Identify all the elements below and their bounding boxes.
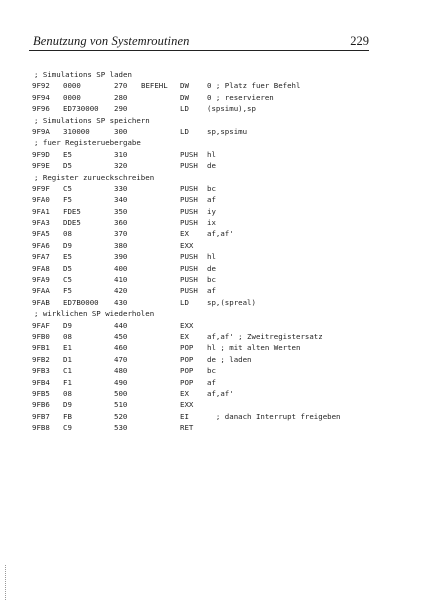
address: 9FAA <box>32 286 50 296</box>
operand: de <box>207 263 216 273</box>
page-number: 229 <box>350 34 369 48</box>
address: 9FAF <box>32 320 50 330</box>
machine-code: D5 <box>63 161 72 171</box>
address: 9FA6 <box>32 240 50 250</box>
address: 9F96 <box>32 104 50 114</box>
machine-code: ED730000 <box>63 104 99 114</box>
line-number: 350 <box>114 206 128 216</box>
address: 9F94 <box>32 92 50 102</box>
address: 9FA9 <box>32 275 50 285</box>
mnemonic: PUSH <box>180 218 198 228</box>
operand: bc <box>207 275 216 285</box>
line-number: 420 <box>114 286 128 296</box>
machine-code: 08 <box>63 388 72 398</box>
machine-code: E1 <box>63 343 72 353</box>
mnemonic: LD <box>180 126 189 136</box>
machine-code: E5 <box>63 149 72 159</box>
address: 9F9E <box>32 161 50 171</box>
operand: 0 ; reservieren <box>207 92 274 102</box>
mnemonic: EXX <box>180 320 194 330</box>
line-number: 400 <box>114 263 128 273</box>
operand: de <box>207 161 216 171</box>
machine-code: E5 <box>63 252 72 262</box>
page-header <box>29 34 369 51</box>
comment-text: ; fuer Registeruebergabe <box>34 138 141 148</box>
line-number: 280 <box>114 92 128 102</box>
label: BEFEHL <box>141 81 168 91</box>
mnemonic: POP <box>180 354 194 364</box>
line-number: 370 <box>114 229 128 239</box>
machine-code: FB <box>63 411 72 421</box>
mnemonic: PUSH <box>180 252 198 262</box>
mnemonic: PUSH <box>180 206 198 216</box>
machine-code: 0000 <box>63 92 81 102</box>
machine-code: C9 <box>63 423 72 433</box>
operand: 0 ; Platz fuer Befehl <box>207 81 301 91</box>
mnemonic: PUSH <box>180 161 198 171</box>
machine-code: D9 <box>63 320 72 330</box>
line-number: 340 <box>114 195 128 205</box>
line-number: 520 <box>114 411 128 421</box>
machine-code: F5 <box>63 286 72 296</box>
machine-code: FDE5 <box>63 206 81 216</box>
line-number: 510 <box>114 400 128 410</box>
mnemonic: EXX <box>180 240 194 250</box>
address: 9FA3 <box>32 218 50 228</box>
operand: hl ; mit alten Werten <box>207 343 301 353</box>
mnemonic: EX <box>180 331 189 341</box>
operand: af <box>207 377 216 387</box>
operand: af,af' <box>207 229 234 239</box>
address: 9FA8 <box>32 263 50 273</box>
operand: bc <box>207 366 216 376</box>
address: 9FB0 <box>32 331 50 341</box>
address: 9FB8 <box>32 423 50 433</box>
address: 9F9A <box>32 126 50 136</box>
line-number: 270 <box>114 81 128 91</box>
operand: bc <box>207 183 216 193</box>
operand: af,af' <box>207 388 234 398</box>
line-number: 490 <box>114 377 128 387</box>
machine-code: D1 <box>63 354 72 364</box>
line-number: 320 <box>114 161 128 171</box>
line-number: 500 <box>114 388 128 398</box>
mnemonic: EXX <box>180 400 194 410</box>
address: 9FB7 <box>32 411 50 421</box>
mnemonic: PUSH <box>180 183 198 193</box>
comment-text: ; Simulations SP laden <box>34 70 132 79</box>
machine-code: 310000 <box>63 126 90 136</box>
address: 9FB3 <box>32 366 50 376</box>
header-title: Benutzung von Systemroutinen <box>33 34 190 48</box>
comment-text: ; Register zurueckschreiben <box>34 172 155 182</box>
mnemonic: PUSH <box>180 149 198 159</box>
machine-code: 08 <box>63 331 72 341</box>
address: 9FA7 <box>32 252 50 262</box>
machine-code: C5 <box>63 275 72 285</box>
mnemonic: LD <box>180 104 189 114</box>
line-number: 290 <box>114 104 128 114</box>
address: 9FAB <box>32 297 50 307</box>
operand: iy <box>207 206 216 216</box>
mnemonic: LD <box>180 297 189 307</box>
line-number: 450 <box>114 331 128 341</box>
mnemonic: EI <box>180 411 189 421</box>
comment-text: ; Simulations SP speichern <box>34 115 150 125</box>
address: 9FB6 <box>32 400 50 410</box>
mnemonic: DW <box>180 81 189 91</box>
line-number: 460 <box>114 343 128 353</box>
machine-code: D9 <box>63 240 72 250</box>
address: 9FB4 <box>32 377 50 387</box>
machine-code: C5 <box>63 183 72 193</box>
mnemonic: PUSH <box>180 286 198 296</box>
address: 9F9D <box>32 149 50 159</box>
line-number: 360 <box>114 218 128 228</box>
line-number: 380 <box>114 240 128 250</box>
machine-code: ED7B0000 <box>63 297 99 307</box>
line-number: 430 <box>114 297 128 307</box>
mnemonic: DW <box>180 92 189 102</box>
address: 9FA0 <box>32 195 50 205</box>
operand: af <box>207 286 216 296</box>
mnemonic: PUSH <box>180 263 198 273</box>
line-number: 470 <box>114 354 128 364</box>
line-number: 530 <box>114 423 128 433</box>
machine-code: D9 <box>63 400 72 410</box>
address: 9F9F <box>32 183 50 193</box>
operand: hl <box>207 149 216 159</box>
operand: sp,spsimu <box>207 126 248 136</box>
operand: af,af' ; Zweitregistersatz <box>207 331 323 341</box>
operand: ix <box>207 218 216 228</box>
address: 9FA1 <box>32 206 50 216</box>
mnemonic: POP <box>180 366 194 376</box>
mnemonic: POP <box>180 377 194 387</box>
mnemonic: RET <box>180 423 194 433</box>
margin-mark <box>5 565 8 600</box>
mnemonic: PUSH <box>180 195 198 205</box>
line-number: 330 <box>114 183 128 193</box>
address: 9F92 <box>32 81 50 91</box>
line-number: 390 <box>114 252 128 262</box>
operand: (spsimu),sp <box>207 104 256 114</box>
machine-code: 0000 <box>63 81 81 91</box>
line-number: 310 <box>114 149 128 159</box>
address: 9FB1 <box>32 343 50 353</box>
mnemonic: PUSH <box>180 275 198 285</box>
machine-code: DDE5 <box>63 218 81 228</box>
operand: de ; laden <box>207 354 252 364</box>
line-number: 410 <box>114 275 128 285</box>
address: 9FB5 <box>32 388 50 398</box>
address: 9FB2 <box>32 354 50 364</box>
mnemonic: EX <box>180 229 189 239</box>
machine-code: C1 <box>63 366 72 376</box>
operand: af <box>207 195 216 205</box>
operand: ; danach Interrupt freigeben <box>207 411 341 421</box>
mnemonic: POP <box>180 343 194 353</box>
address: 9FA5 <box>32 229 50 239</box>
line-number: 440 <box>114 320 128 330</box>
operand: hl <box>207 252 216 262</box>
mnemonic: EX <box>180 388 189 398</box>
line-number: 300 <box>114 126 128 136</box>
comment-text: ; wirklichen SP wiederholen <box>34 309 155 319</box>
machine-code: 08 <box>63 229 72 239</box>
machine-code: D5 <box>63 263 72 273</box>
machine-code: F1 <box>63 377 72 387</box>
operand: sp,(spreal) <box>207 297 256 307</box>
line-number: 480 <box>114 366 128 376</box>
machine-code: F5 <box>63 195 72 205</box>
